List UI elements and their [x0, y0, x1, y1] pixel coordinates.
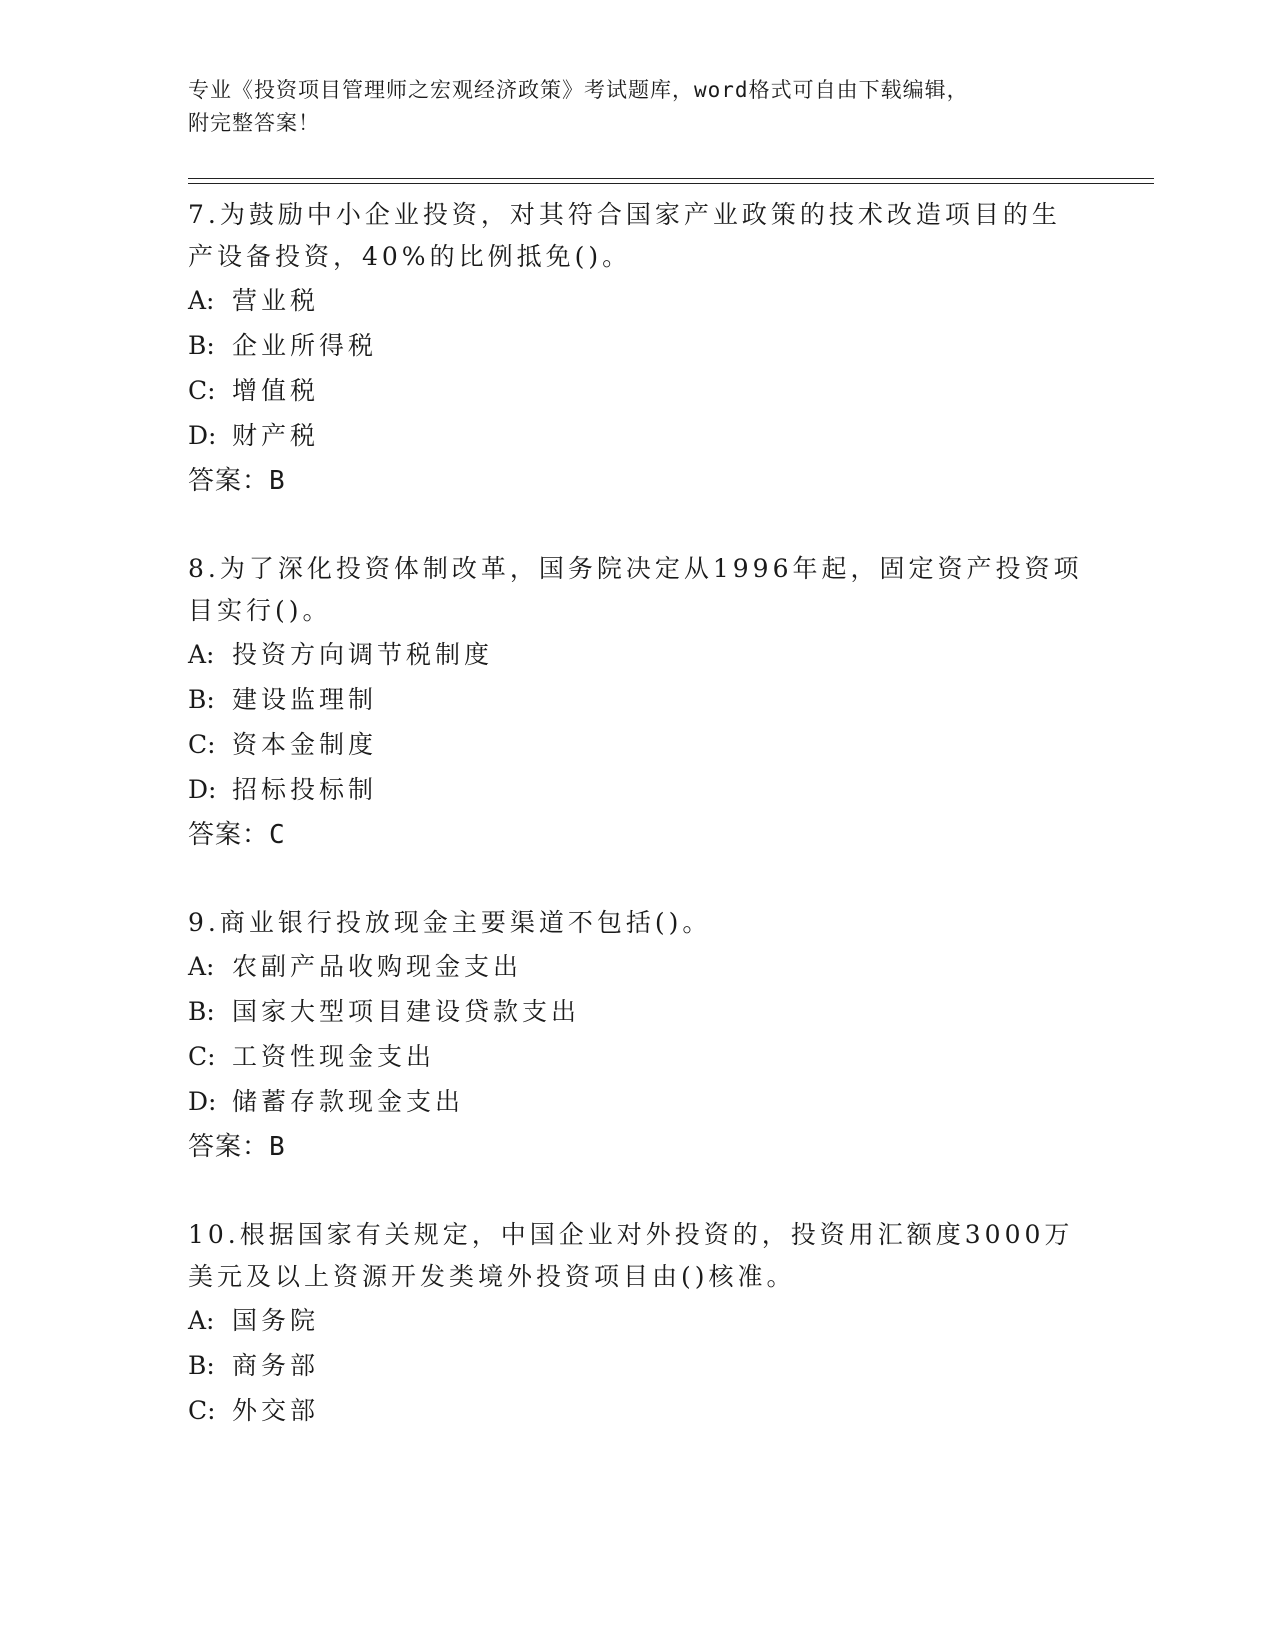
option-c: C: 增值税: [188, 376, 320, 405]
option-d: D: 储蓄存款现金支出: [188, 1087, 465, 1116]
option-c: C: 资本金制度: [188, 730, 378, 759]
option-b: B: 国家大型项目建设贷款支出: [188, 997, 581, 1026]
option-c: C: 工资性现金支出: [188, 1042, 436, 1071]
header-line-1: 专业《投资项目管理师之宏观经济政策》考试题库，word格式可自由下载编辑，: [188, 78, 969, 102]
question-7: [188, 190, 1088, 504]
option-b: B: 建设监理制: [188, 685, 378, 714]
option-a: A: 投资方向调节税制度: [188, 640, 494, 669]
option-d: D: 财产税: [188, 421, 320, 450]
option-b: B: 商务部: [188, 1351, 320, 1380]
question-list: [188, 190, 1088, 1473]
option-b: B: 企业所得税: [188, 331, 378, 360]
document-header: [188, 74, 1088, 140]
option-a: A: 营业税: [188, 286, 320, 315]
question-stem: 7.为鼓励中小企业投资，对其符合国家产业政策的技术改造项目的生 产设备投资，40%的比例抵免()。: [188, 200, 1061, 271]
option-d: D: 招标投标制: [188, 775, 378, 804]
question-10: [188, 1210, 1088, 1433]
question-stem: 8.为了深化投资体制改革，国务院决定从1996年起，固定资产投资项 目实行()。: [188, 554, 1083, 625]
header-divider-bottom: [188, 183, 1154, 184]
header-line-2: 附完整答案！: [188, 111, 320, 135]
question-8: [188, 544, 1088, 858]
option-c: C: 外交部: [188, 1396, 320, 1425]
header-divider-top: [188, 178, 1154, 179]
option-a: A: 农副产品收购现金支出: [188, 952, 523, 981]
question-stem: 10.根据国家有关规定，中国企业对外投资的，投资用汇额度3000万 美元及以上资源开发类境外投资项目由()核准。: [188, 1220, 1074, 1291]
answer-line: 答案：C: [188, 820, 286, 850]
option-a: A: 国务院: [188, 1306, 320, 1335]
question-stem: 9.商业银行投放现金主要渠道不包括()。: [188, 908, 712, 937]
answer-line: 答案：B: [188, 466, 286, 496]
question-9: [188, 898, 1088, 1170]
answer-line: 答案：B: [188, 1132, 286, 1162]
